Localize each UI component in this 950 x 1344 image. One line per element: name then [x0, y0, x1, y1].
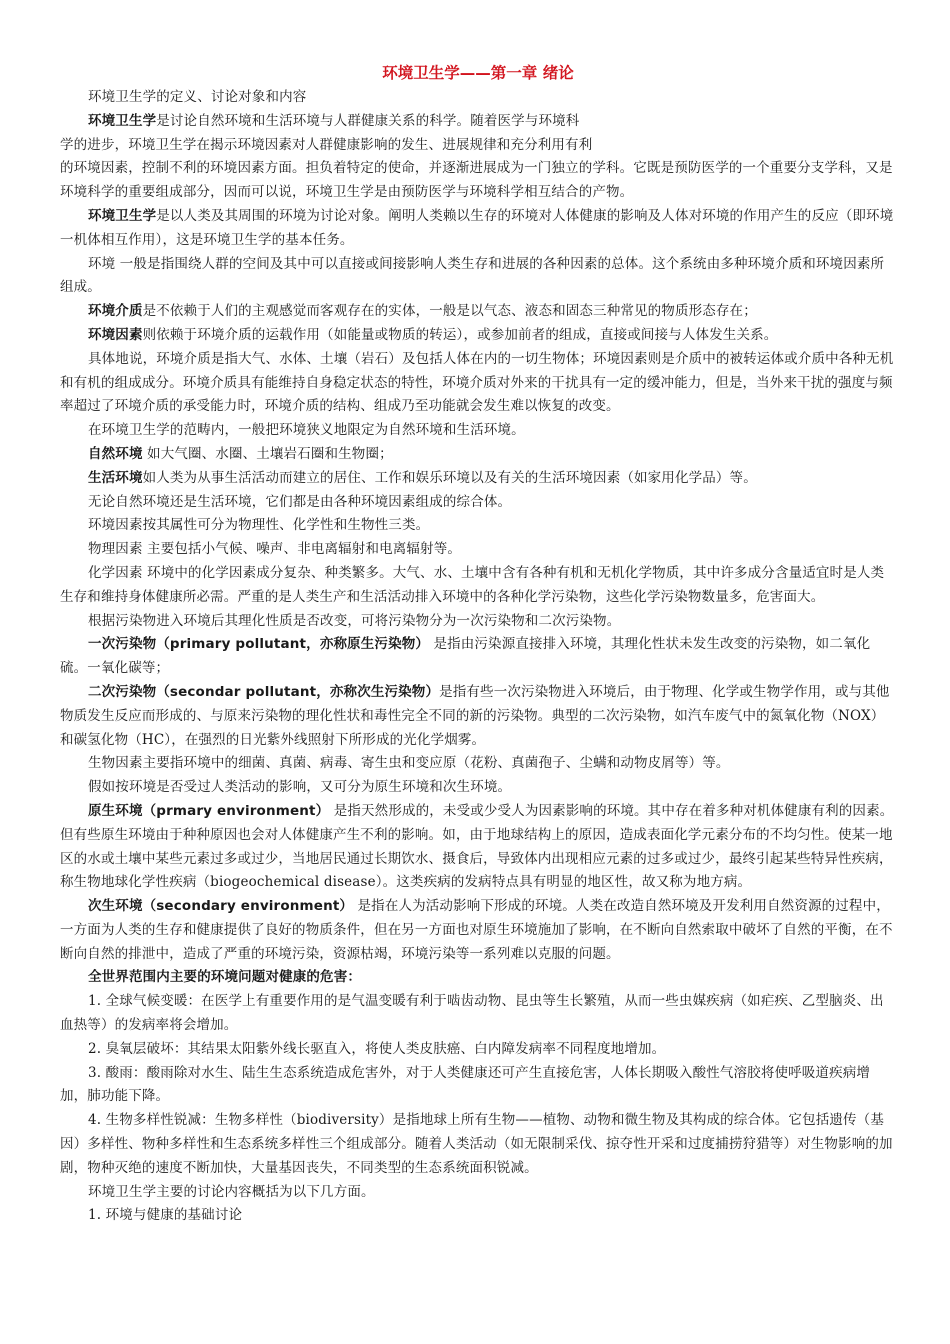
heading-world-problems: 全世界范围内主要的环境问题对健康的危害：: [88, 969, 361, 986]
paragraph-scope: 在环境卫生学的范畴内，一般把环境狭义地限定为自然环境和生活环境。: [88, 422, 525, 439]
list-item-acid-rain: 3. 酸雨：酸雨除对水生、陆生生态系统造成危害外，对于人类健康还可产生直接危害，人体长期吸入酸性气溶胶将使呼吸道疾病增加，肺功能下降。: [60, 1064, 871, 1105]
primary-env-text: 是指天然形成的，未受或少受人为因素影响的环境。其中存在着多种对机体健康有利的因素。但有些原生环境由于种种原因也会对人体健康产生不利的影响。如，由于地球结构上的原因，造成表面化学元素分布的不均匀性。使某一地区的水或土壤中某些元素过多或过少，当地居民通过长期饮水、摄食后，导致体内出现相应元素的过多或过少，最终引起某些特异性疾病，称生物地球化学性疾病（biogeochemical disease）。这类疾病的发病特点具有明显的地区性，故又称为地方病。: [60, 802, 894, 891]
env-medium-text: 是不依赖于人们的主观感觉而客观存在的实体，一般是以气态、液态和固态三种常见的物质形态存在；: [142, 303, 757, 320]
term-primary-env: 原生环境（prmary environment）: [88, 802, 330, 819]
paragraph-env-split: 假如按环境是否受过人类活动的影响，又可分为原生环境和次生环境。: [88, 779, 512, 796]
term-env-factor: 环境因素: [88, 326, 143, 343]
term-env-medium: 环境介质: [88, 303, 143, 320]
research-object-text: 是以人类及其周围的环境为讨论对象。阐明人类赖以生存的环境对人体健康的影响及人体对环境的作用产生的反应（即环境一机体相互作用），这是环境卫生学的基本任务。: [60, 207, 894, 248]
document-page: [60, 60, 896, 1228]
term-secondary-pollutant: 二次污染物（secondar pollutant，亦称次生污染物）: [88, 683, 440, 700]
term-secondary-env: 次生环境（secondary environment）: [88, 898, 354, 915]
list-item-warming: 1. 全球气候变暖：在医学上有重要作用的是气温变暖有利于啮齿动物、昆虫等生长繁殖，从而一些虫媒疾病（如疟疾、乙型脑炎、出血热等）的发病率将会增加。: [60, 993, 884, 1034]
paragraph-definition-line2: 学的进步，环境卫生学在揭示环境因素对人群健康影响的发生、进展规律和充分利用有利: [60, 136, 593, 153]
primary-pollutant-text: 是指由污染源直接排入环境，其理化性状未发生改变的污染物，如二氧化硫。一氧化碳等；: [60, 636, 871, 677]
paragraph-definition-rest: 的环境因素，控制不利的环境因素方面。担负着特定的使命，并逐渐进展成为一门独立的学科。它既是预防医学的一个重要分支学科，又是环境科学的重要组成部分，因而可以说，环境卫生学是由预防医学与环境科学相互结合的产物。: [60, 160, 893, 201]
definition-line1: 是讨论自然环境和生活环境与人群健康关系的科学。随着医学与环境科: [156, 112, 580, 129]
paragraph-research-object: [60, 205, 896, 253]
document-title: 环境卫生学——第一章 绪论: [382, 64, 574, 82]
paragraph-biological-factor: 生物因素主要指环境中的细菌、真菌、病毒、寄生虫和变应原（花粉、真菌孢子、尘螨和动物皮屑等）等。: [88, 755, 730, 772]
paragraph-specifics: 具体地说，环境介质是指大气、水体、土壤（岩石）及包括人体在内的一切生物体；环境因素则是介质中的被转运体或介质中各种无机和有机的组成成分。环境介质具有能维持自身稳定状态的特性，环境介质对外来的干扰具有一定的缓冲能力，但是，当外来干扰的强度与频率超过了环境介质的承受能力时，环境介质的结构、组成乃至功能就会发生难以恢复的改变。: [60, 350, 894, 415]
paragraph-definition: [60, 110, 896, 134]
paragraph-environment: 环境 一般是指围绕人群的空间及其中可以直接或间接影响人类生存和进展的各种因素的总体。这个系统由多种环境介质和环境因素所组成。: [60, 255, 885, 296]
paragraph-main-content: 环境卫生学主要的讨论内容概括为以下几方面。: [88, 1183, 375, 1200]
term-env-hygiene-2: 环境卫生学: [88, 207, 157, 224]
secondary-env-text: 是指在人为活动影响下形成的环境。人类在改造自然环境及开发利用自然资源的过程中，一方面为人类的生存和健康提供了良好的物质条件，但在另一方面也对原生环境施加了影响，在不断向自然索取中破坏了自然的平衡，在不断向自然的排泄中，造成了严重的环境污染，资源枯竭，环境污染等一系列难以克服的问题。: [60, 898, 893, 962]
paragraph-env-factor: [60, 324, 896, 348]
env-factor-text: 则依赖于环境介质的运载作用（如能量或物质的转运），或参加前者的组成，直接或间接与人体发生关系。: [142, 326, 778, 343]
paragraph-natural-env: [60, 443, 896, 467]
paragraph-composite: 无论自然环境还是生活环境，它们都是由各种环境因素组成的综合体。: [88, 493, 512, 510]
paragraph-physical-factor: 物理因素 主要包括小气候、噪声、非电离辐射和电离辐射等。: [88, 541, 461, 558]
paragraph-factor-classes: 环境因素按其属性可分为物理性、化学性和生物性三类。: [88, 517, 430, 534]
paragraph-living-env: [60, 467, 896, 491]
paragraph-secondary-pollutant: [60, 681, 896, 752]
section-subtitle: 环境卫生学的定义、讨论对象和内容: [88, 89, 307, 105]
paragraph-env-medium: [60, 300, 896, 324]
secondary-pollutant-text: 是指有些一次污染物进入环境后，由于物理、化学或生物学作用，或与其他物质发生反应而形成的、与原来污染物的理化性状和毒性完全不同的新的污染物。典型的二次污染物，如汽车废气中的氮氧化物（NOX）和碳氢化物（HC），在强烈的日光紫外线照射下所形成的光化学烟雾。: [60, 683, 890, 748]
list-item-biodiversity: 4. 生物多样性锐减：生物多样性（biodiversity）是指地球上所有生物——植物、动物和微生物及其构成的综合体。它包括遗传（基因）多样性、物种多样性和生态系统多样性三个组成部分。随着人类活动（如无限制采伐、掠夺性开采和过度捕捞狩猎等）对生物影响的加剧，物种灭绝的速度不断加快，大量基因丧失，不同类型的生态系统面积锐减。: [60, 1112, 893, 1176]
natural-env-text: 如大气圈、水圈、土壤岩石圈和生物圈；: [142, 445, 393, 462]
paragraph-secondary-env: [60, 895, 896, 966]
living-env-text: 如人类为从事生活活动而建立的居住、工作和娱乐环境以及有关的生活环境因素（如家用化学品）等。: [142, 469, 757, 486]
list-item-basic-research: 1. 环境与健康的基础讨论: [88, 1207, 243, 1224]
term-primary-pollutant: 一次污染物（primary pollutant，亦称原生污染物）: [88, 636, 430, 653]
term-env-hygiene: 环境卫生学: [88, 112, 157, 129]
term-living-env: 生活环境: [88, 469, 143, 486]
paragraph-primary-env: [60, 800, 896, 895]
term-natural-env: 自然环境: [88, 445, 143, 462]
paragraph-pollutant-classes: 根据污染物进入环境后其理化性质是否改变，可将污染物分为一次污染物和二次污染物。: [88, 612, 621, 629]
paragraph-chemical-factor: 化学因素 环境中的化学因素成分复杂、种类繁多。大气、水、土壤中含有各种有机和无机化学物质，其中许多成分含量适宜时是人类生存和维持身体健康所必需。严重的是人类生产和生活活动排入环境中的各种化学污染物，这些化学污染物数量多，危害面大。: [60, 564, 885, 605]
list-item-ozone: 2. 臭氧层破坏：其结果太阳紫外线长驱直入，将使人类皮肤癌、白内障发病率不同程度地增加。: [88, 1040, 666, 1057]
paragraph-primary-pollutant: [60, 633, 896, 681]
